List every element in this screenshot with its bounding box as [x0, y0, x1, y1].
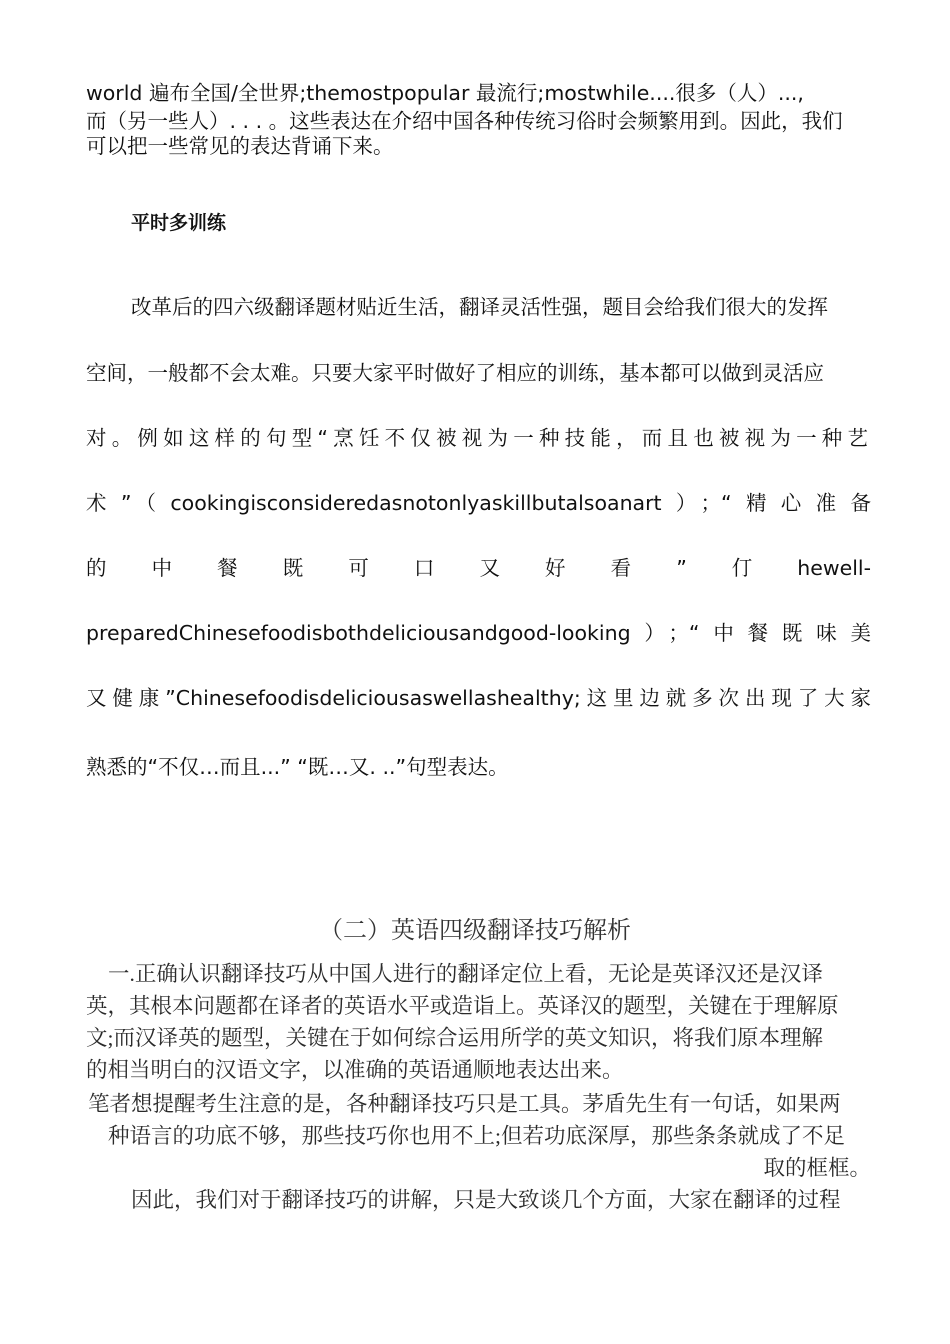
intro-line: 可以把一些常见的表达背诵下来。 — [86, 134, 394, 158]
body-line: 又健康”Chinesefoodisdeliciousaswellashealthy;这里边就多次出现了大家 — [86, 686, 871, 710]
intro-line: 而（另一些人）. . . 。这些表达在介绍中国各种传统习俗时会频繁用到。因此，我们 — [86, 109, 843, 133]
body-line: 因此，我们对于翻译技巧的讲解，只是大致谈几个方面，大家在翻译的过程 — [131, 1188, 841, 1212]
intro-line: world 遍布全国/全世界;themostpopular 最流行;mostwhile....很多（人）..., — [86, 81, 804, 105]
body-line: 笔者想提醒考生注意的是，各种翻译技巧只是工具。茅盾先生有一句话，如果两 — [88, 1092, 841, 1116]
body-line: 的相当明白的汉语文字，以准确的英语通顺地表达出来。 — [86, 1058, 624, 1082]
section-title: （二）英语四级翻译技巧解析 — [319, 918, 631, 944]
body-line: 术”（cookingisconsideredasnotonlyaskillbutalsoanart）；“精心准备 — [86, 491, 871, 515]
body-line: 熟悉的“不仅…而且...” “既…又. ..”句型表达。 — [86, 755, 509, 779]
body-line: 取的框框。 — [763, 1156, 871, 1180]
body-line: 文;而汉译英的题型，关键在于如何综合运用所学的英文知识，将我们原本理解 — [86, 1026, 823, 1050]
body-line: 英，其根本问题都在译者的英语水平或造诣上。英译汉的题型，关键在于理解原 — [86, 994, 839, 1018]
body-line: 一.正确认识翻译技巧从中国人进行的翻译定位上看，无论是英译汉还是汉译 — [108, 962, 823, 986]
body-line: preparedChinesefoodisbothdeliciousandgood-looking）；“中餐既味美 — [86, 621, 871, 645]
body-line: 种语言的功底不够，那些技巧你也用不上;但若功底深厚，那些条条就成了不足 — [108, 1124, 845, 1148]
body-line: 空间，一般都不会太难。只要大家平时做好了相应的训练，基本都可以做到灵活应 — [86, 361, 824, 385]
body-line: 改革后的四六级翻译题材贴近生活，翻译灵活性强，题目会给我们很大的发挥 — [131, 295, 828, 319]
body-line: 的 中 餐 既 可 口 又 好 看 ” 仃 hewell- — [86, 556, 871, 580]
body-line: 对。例如这样的句型“烹饪不仅被视为一种技能，而且也被视为一种艺 — [86, 426, 871, 450]
section-heading: 平时多训练 — [131, 212, 227, 234]
